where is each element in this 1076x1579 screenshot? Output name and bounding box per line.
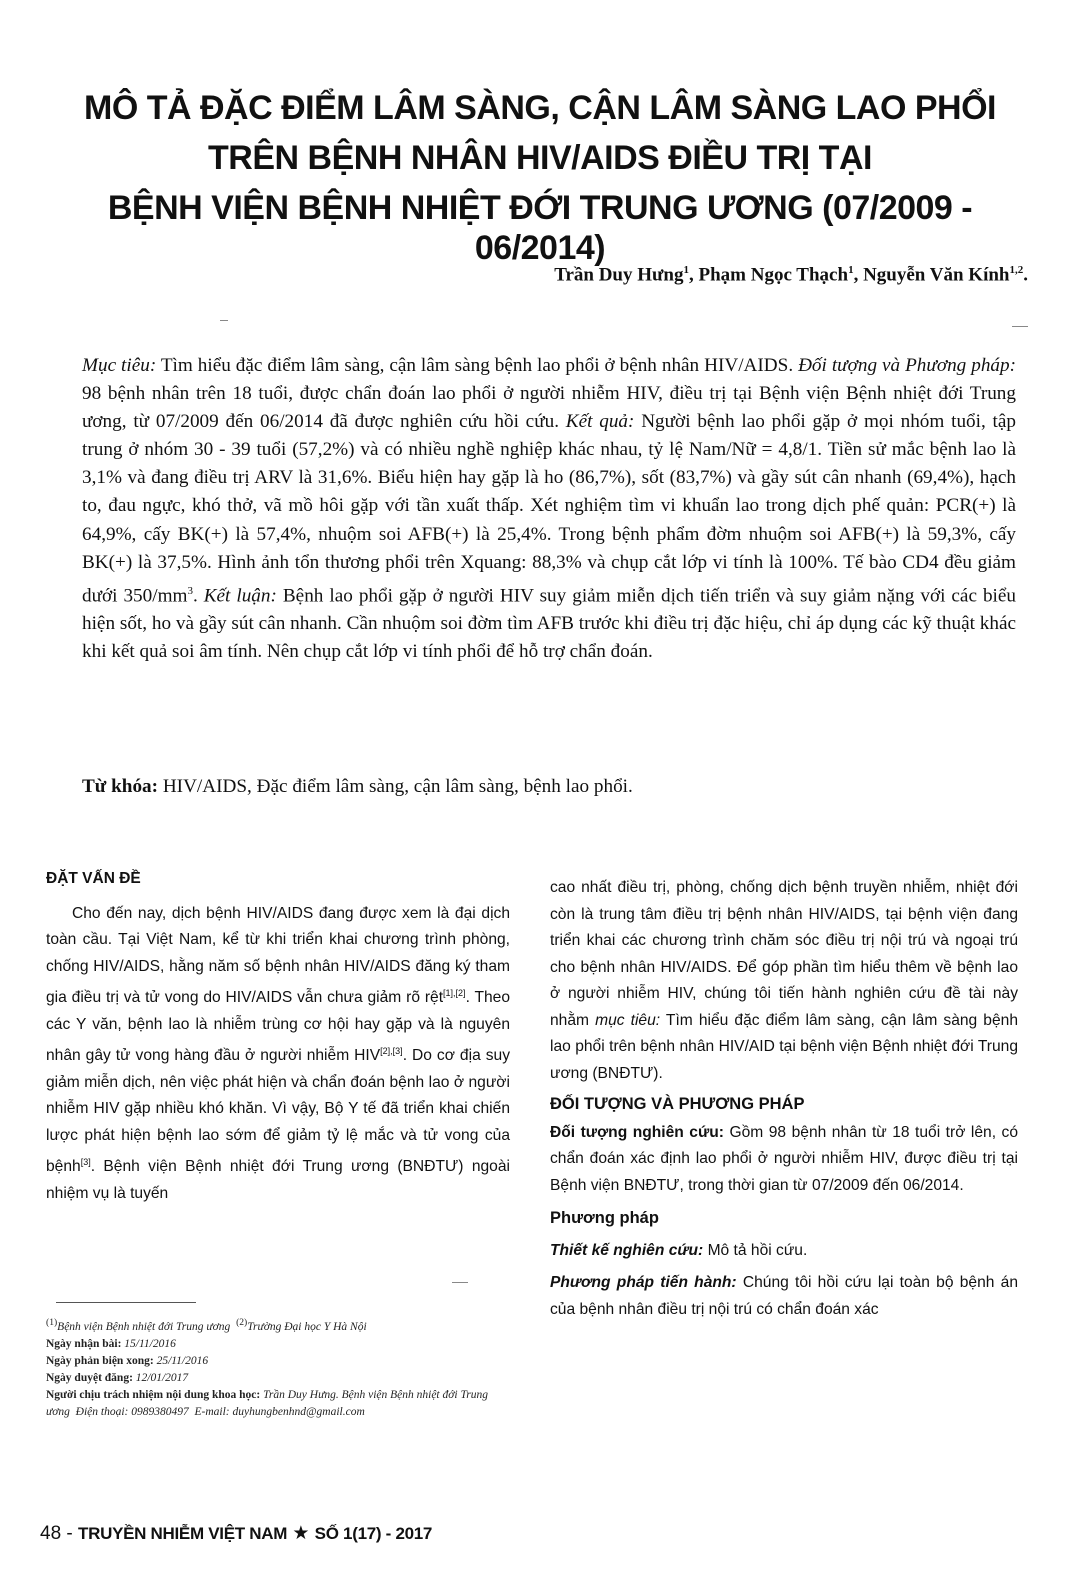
footnote-accepted (46, 1370, 508, 1387)
right-column (550, 875, 1018, 1323)
section-heading-introduction: ĐẶT VẤN ĐỀ (46, 870, 141, 887)
abstract-objective-text: Tìm hiểu đặc điểm lâm sàng, cận lâm sàng bệnh lao phổi ở bệnh nhân HIV/AIDS. (156, 355, 799, 376)
star-icon: ★ (287, 1523, 315, 1544)
journal-issue: SỐ 1(17) - 2017 (314, 1524, 433, 1543)
abstract-conclusion-label: Kết luận: (203, 585, 277, 607)
methods-design-text: Mô tả hồi cứu. (703, 1241, 808, 1259)
author-list-end: . (1023, 264, 1028, 286)
intro-goal-label: mục tiêu: (595, 1011, 661, 1029)
author-affiliation-mark: 1 (683, 264, 689, 276)
keywords-label: Từ khóa: (82, 776, 159, 797)
author-affiliation-mark: 1 (848, 264, 854, 276)
footnote-reviewed (46, 1353, 508, 1370)
footnote-label: Người chịu trách nhiệm nội dung khoa học: (46, 1388, 261, 1401)
abstract-methods-text: 98 bệnh nhân trên 18 tuổi, được chẩn đoán lao phổi ở người nhiễm HIV, điều trị tại Bệnh viện Bệnh nhiệt đới Trung ương, từ 07/2009 đến 06/2014 đã được nghiên cứu hồi cứu. (82, 383, 1016, 433)
footnote-divider (56, 1302, 196, 1303)
methods-design (550, 1238, 1018, 1265)
journal-name: TRUYỀN NHIỄM VIỆT NAM (78, 1524, 288, 1543)
abstract-results-superscript: 3 (187, 584, 193, 597)
section-heading-methods: ĐỐI TƯỢNG VÀ PHƯƠNG PHÁP (550, 1095, 805, 1113)
methods-subjects-text: Gồm 98 bệnh nhân từ 18 tuổi trở lên, có chẩn đoán xác định lao phổi ở người nhiễm HIV, được điều trị tại Bệnh viện BNĐTƯ, trong thời gian từ 07/2009 đến 06/2014. (550, 1123, 1019, 1194)
citation-ref: [2],[3] (380, 1046, 403, 1057)
footnote-mark: (2) (236, 1317, 248, 1328)
introduction-paragraph (46, 901, 510, 1208)
left-column (46, 866, 510, 1208)
footnote-value: 15/11/2016 (124, 1337, 176, 1350)
footnote-value: 12/01/2017 (135, 1371, 189, 1384)
abstract-results-text: Người bệnh lao phổi gặp ở mọi nhóm tuổi, tập trung ở nhóm 30 - 39 tuổi (57,2%) và có nhiều nghề nghiệp khác nhau, tỷ lệ Nam/Nữ = 4,8/1. Tiền sử mắc bệnh lao là 3,1% và đang điều trị ARV là 31,6%. Biểu hiện hay gặp là ho (86,7%), sốt (83,7%) và gầy sút cân nhanh (69,4%), hạch to, đau ngực, khó thở, vã mồ hôi gặp với tần xuất thấp. Xét nghiệm tìm vi khuẩn lao trong dịch phế quản: PCR(+) là 64,9%, cấy BK(+) là 57,4%, nhuộm soi AFB(+) là 25,4%. Trong bệnh phẩm đờm nhuộm soi AFB(+) là 59,3%, cấy BK(+) là 37,5%. Hình ảnh tổn thương phổi trên Xquang: 88,3% và chụp cắt lớp vi tính là 100%. Tế bào CD4 đều giảm dưới 350/mm (82, 411, 1016, 607)
footnote-label: Ngày duyệt đăng: (46, 1371, 133, 1384)
keywords (82, 776, 1016, 798)
footer-dash: - (61, 1523, 79, 1544)
methods-design-label: Thiết kế nghiên cứu: (550, 1241, 704, 1259)
abstract-results-label: Kết quả: (565, 411, 635, 433)
author-name: Phạm Ngọc Thạch (698, 264, 849, 286)
footnote-value: 25/11/2016 (156, 1354, 209, 1367)
abstract-methods-label: Đối tượng và Phương pháp: (798, 355, 1016, 376)
introduction-paragraph-continued (550, 875, 1018, 1087)
author-separator: , (689, 264, 699, 286)
abstract (82, 352, 1016, 666)
citation-ref: [3] (80, 1157, 91, 1168)
intro-text: . Bệnh viện Bệnh nhiệt đới Trung ương (BNĐTƯ) ngoài nhiệm vụ là tuyến (46, 1158, 510, 1203)
intro-text: cao nhất điều trị, phòng, chống dịch bệnh truyền nhiễm, nhiệt đới còn là trung tâm điều trị bệnh nhân HIV/AIDS, tại bệnh viện đang triển khai các chương trình chăm sóc điều trị nội trú và ngoại trú cho bệnh nhân HIV/AIDS. Để góp phần tìm hiểu thêm về bệnh lao ở người nhiễm HIV, chúng tôi tiến hành nghiên cứu đề tài này nhằm (550, 879, 1018, 1029)
footnote-affiliation-1: Bệnh viện Bệnh nhiệt đới Trung ương (57, 1320, 231, 1333)
scan-mark (1012, 326, 1028, 328)
footnote-label: Điện thoại: (75, 1405, 129, 1418)
author-separator: , (853, 264, 864, 286)
methods-procedure (550, 1270, 1018, 1323)
intro-text: Tìm hiểu đặc điểm lâm sàng, cận lâm sàng bệnh lao phổi trên bệnh nhân HIV/AID tại bệnh viện Bệnh nhiệt đới Trung ương (BNĐTƯ). (550, 1011, 1018, 1082)
intro-text: Cho đến nay, dịch bệnh HIV/AIDS đang được xem là đại dịch toàn cầu. Tại Việt Nam, kể từ khi triển khai chương trình phòng, chống HIV/AIDS, hằng năm số bệnh nhân HIV/AIDS đăng ký tham gia điều trị và tử vong do HIV/AIDS vẫn chưa giảm rõ rệt (46, 904, 510, 1007)
footnote-label: Ngày phản biện xong: (46, 1354, 154, 1367)
abstract-results-end: . (192, 585, 204, 607)
footnote-affiliation-2: Trường Đại học Y Hà Nội (247, 1320, 367, 1333)
author-name: Trần Duy Hưng (554, 264, 684, 286)
author-name: Nguyễn Văn Kính (863, 264, 1010, 286)
footnote-label: Ngày nhận bài: (46, 1337, 122, 1350)
methods-subjects-label: Đối tượng nghiên cứu: (550, 1123, 724, 1141)
page-number: 48 (40, 1523, 62, 1544)
footnote-received (46, 1336, 508, 1353)
intro-text: . Theo các Y văn, bệnh lao là nhiễm trùng cơ hội hay gặp và là nguyên nhân gây tử vong hàng đầu ở người nhiễm HIV (46, 989, 510, 1065)
footnote-responsible (46, 1387, 508, 1421)
methods-procedure-text: Chúng tôi hồi cứu lại toàn bộ bệnh án của bệnh nhân điều trị nội trú có chẩn đoán xác (550, 1274, 1018, 1318)
footnote-label: E-mail: (194, 1405, 230, 1418)
article-title-line-1: MÔ TẢ ĐẶC ĐIỂM LÂM SÀNG, CẬN LÂM SÀNG LAO PHỔI (84, 89, 996, 127)
intro-text: . Do cơ địa suy giảm miễn dịch, nên việc phát hiện và chẩn đoán bệnh lao ở người nhiễm HIV gặp nhiều khó khăn. Vì vậy, Bộ Y tế đã triển khai chiến lược phát hiện bệnh lao sớm để giảm tỷ lệ mắc và tử vong của bệnh (46, 1047, 510, 1176)
article-title-line-3: BỆNH VIỆN BỆNH NHIỆT ĐỚI TRUNG ƯƠNG (07/2009 - 06/2014) (107, 189, 973, 267)
keywords-text: HIV/AIDS, Đặc điểm lâm sàng, cận lâm sàng, bệnh lao phổi. (158, 776, 633, 797)
abstract-conclusion-text: Bệnh lao phổi gặp ở người HIV suy giảm miễn dịch tiến triển và suy giảm nặng với các biểu hiện sốt, ho và gầy sút cân nhanh. Cần nhuộm soi đờm tìm AFB trước khi điều trị đặc hiệu, chỉ áp dụng các kỹ thuật khác khi kết quả soi âm tính. Nên chụp cắt lớp vi tính phổi để hỗ trợ chẩn đoán. (82, 585, 1016, 663)
author-list (554, 264, 1028, 286)
footnote-email: duyhungbenhnd@gmail.com (232, 1405, 365, 1418)
page-footer (40, 1522, 432, 1545)
methods-subjects (550, 1120, 1018, 1200)
footnote-mark: (1) (46, 1317, 58, 1328)
abstract-objective-label: Mục tiêu: (82, 355, 157, 376)
author-affiliation-mark: 1,2 (1009, 264, 1024, 276)
subsection-heading-method: Phương pháp (550, 1209, 659, 1227)
footnote-affiliations (46, 1314, 508, 1336)
article-title-line-2: TRÊN BỆNH NHÂN HIV/AIDS ĐIỀU TRỊ TẠI (208, 139, 872, 177)
scan-mark (220, 320, 228, 322)
citation-ref: [1],[2] (443, 988, 466, 998)
footnote-value: Trần Duy Hưng. Bệnh viện Bệnh nhiệt đới Trung ương (46, 1388, 488, 1418)
methods-procedure-label: Phương pháp tiến hành: (550, 1274, 737, 1291)
footnote-value: 0989380497 (131, 1405, 189, 1418)
scan-mark (452, 1282, 468, 1284)
footnotes (46, 1314, 508, 1421)
